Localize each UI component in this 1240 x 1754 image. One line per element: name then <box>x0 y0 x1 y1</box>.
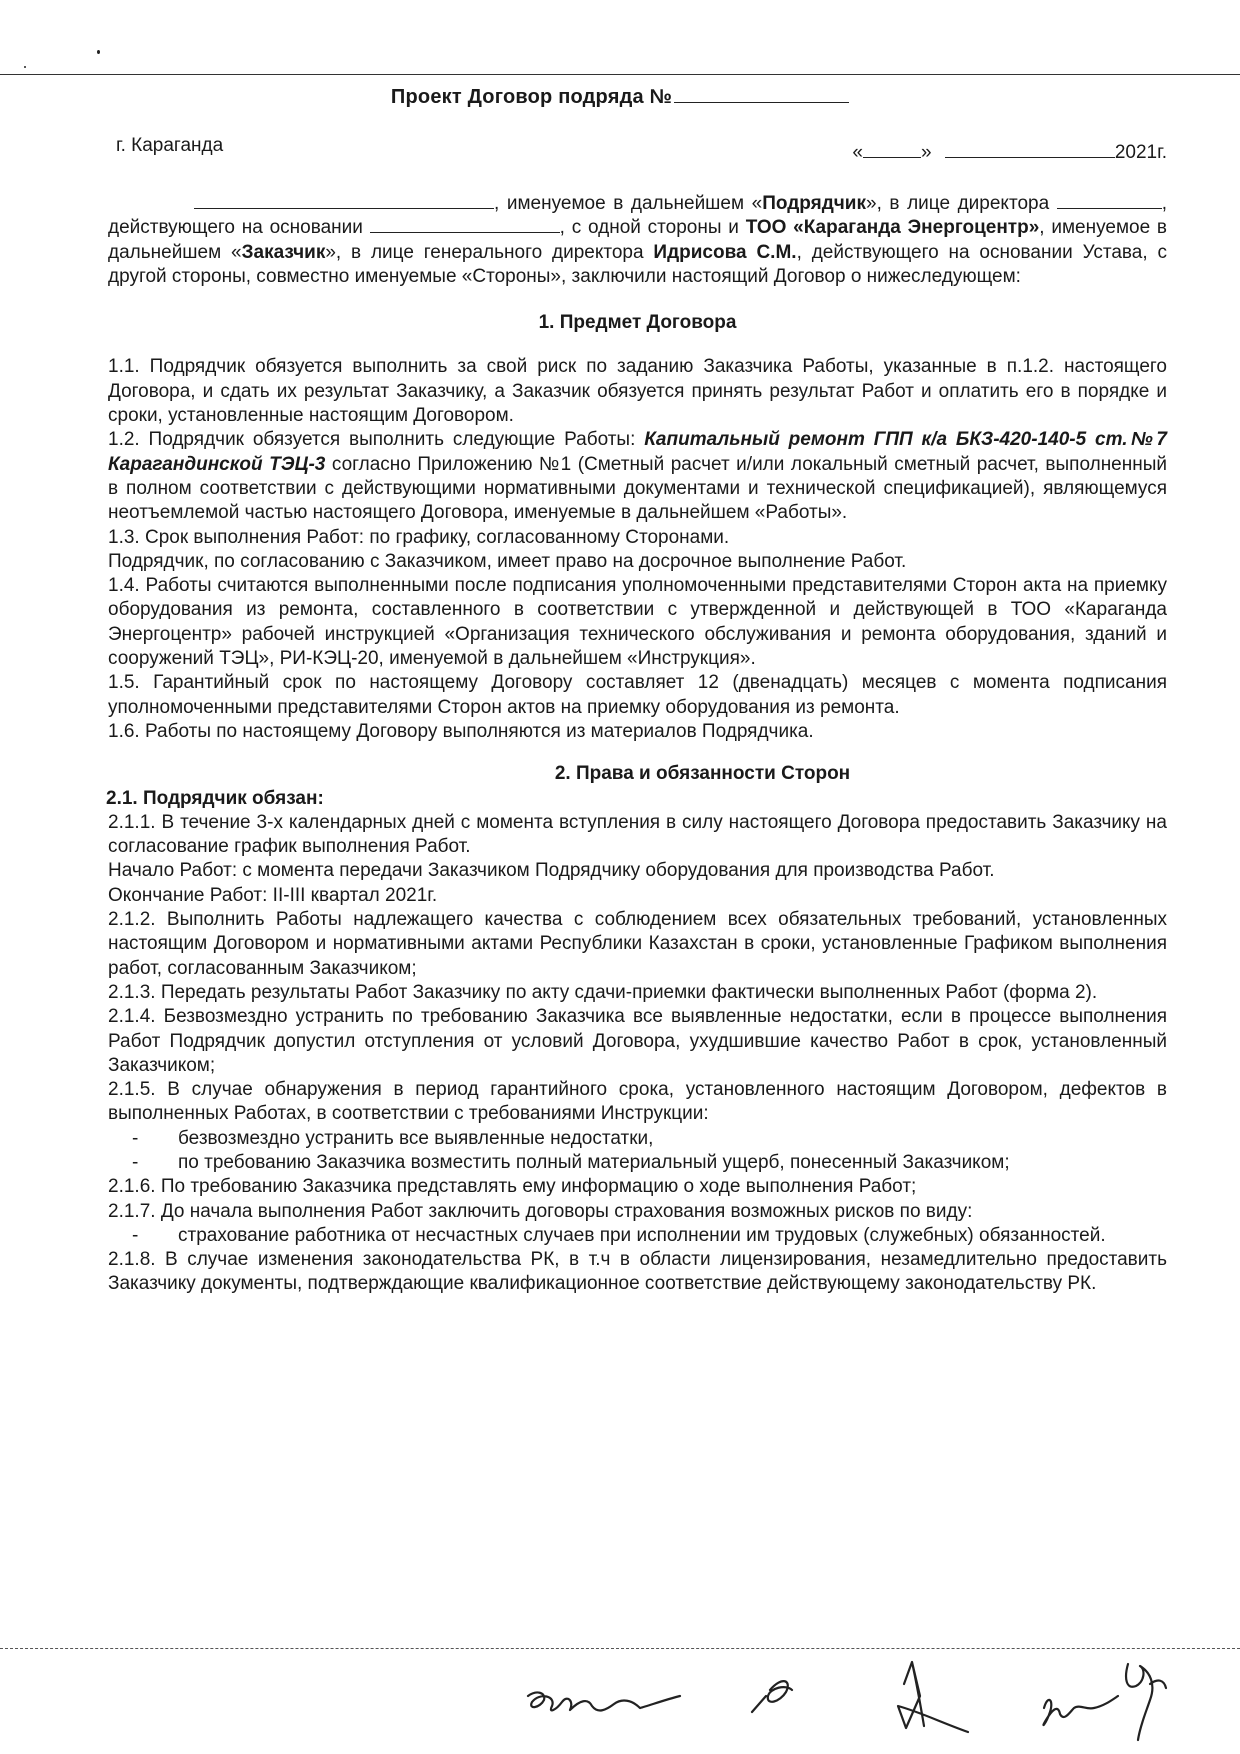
preamble-text: , действующего на основании <box>108 193 1167 239</box>
list-item <box>108 1224 1167 1248</box>
clause-1-3b: Подрядчик, по согласованию с Заказчиком, имеет право на досрочное выполнение Работ. <box>108 550 907 572</box>
dash-marker: - <box>132 1224 139 1246</box>
clause-1-2 <box>108 428 1167 525</box>
signature-1 <box>528 1693 680 1711</box>
title-text: Проект Договор подряда № <box>390 86 673 108</box>
signature-5 <box>1126 1664 1152 1740</box>
initials-signatures <box>0 1650 1240 1754</box>
clause-1-5: 1.5. Гарантийный срок по настоящему Договору составляет 12 (двенадцать) месяцев с момента подписания уполномоченными представителями Сторон актов на приемку оборудования из ремонта. <box>108 672 1167 718</box>
preamble <box>108 192 1167 289</box>
preamble-text: , именуемое в дальнейшем « <box>108 217 1168 263</box>
director-name-blank <box>1057 192 1162 209</box>
list-item <box>108 1127 1167 1151</box>
clause-text: 1.2. Подрядчик обязуется выполнить следующие Работы: <box>108 429 636 451</box>
contract-number-blank <box>674 86 849 103</box>
preamble-text: », в лице генерального директора <box>325 241 644 263</box>
contractor-name-blank <box>194 192 494 209</box>
work-name: Капитальный ремонт ГПП к/а БКЗ-420-140-5 ст.№7 Карагандинской ТЭЦ-3 <box>108 429 1168 475</box>
preamble-text: , именуемое в дальнейшем « <box>494 193 763 214</box>
basis-blank <box>370 216 560 233</box>
clause-2-1-5: 2.1.5. В случае обнаружения в период гарантийного срока, установленного настоящим Договором, дефектов в выполненных Работах, в соответствии с требованиями Инструкции: <box>108 1079 1167 1125</box>
clause-2-1-4: 2.1.4. Безвозмездно устранить по требованию Заказчика все выявленные недостатки, если в процессе выполнения Работ Подрядчик допустил отступления от условий Договора, ухудшившие качество Работ в срок, установленный Заказчиком; <box>108 1006 1167 1076</box>
clause-2-1-7: 2.1.7. До начала выполнения Работ заключить договоры страхования возможных рисков по виду: <box>108 1200 973 1222</box>
signature-3 <box>898 1662 968 1732</box>
signature-2 <box>752 1681 792 1712</box>
clause-1-3: 1.3. Срок выполнения Работ: по графику, согласованному Сторонами. <box>108 526 730 548</box>
contractor-term: Подрядчик <box>762 193 866 214</box>
scan-speck <box>97 50 100 54</box>
section-2-heading: 2. Права и обязанности Сторон <box>554 763 851 785</box>
list-item-text: страхование работника от несчастных случаев при исполнении им трудовых (служебных) обязанностей. <box>178 1224 1106 1246</box>
customer-name: ТОО «Караганда Энергоцентр» <box>745 217 1040 239</box>
date-quote-open: « <box>852 142 863 163</box>
clause-1-4: 1.4. Работы считаются выполненными после подписания уполномоченными представителями Сторон акта на приемку оборудования из ремонта, составленного в соответствии с утвержденной и действующей в ТОО «Караганда Энергоцентр» рабочей инструкцией «Организация технического обслуживания и ремонта оборудования, зданий и сооружений ТЭЦ», РИ-КЭЦ-20, именуемой в дальнейшем «Инструкция». <box>108 575 1167 670</box>
list-item <box>108 1151 1167 1175</box>
day-blank <box>863 141 921 158</box>
customer-term: Заказчик <box>241 241 326 263</box>
clause-text: согласно Приложению №1 (Сметный расчет и/или локальный сметный расчет, выполненный в полном соответствии с действующими нормативными документами и технической спецификацией), являющемуся неотъемлемой частью настоящего Договора, именуемые в дальнейшем «Работы». <box>108 453 1168 524</box>
top-rule <box>0 74 1240 75</box>
clause-2-1-3: 2.1.3. Передать результаты Работ Заказчику по акту сдачи-приемки фактически выполненных Работ (форма 2). <box>108 981 1098 1003</box>
signature-4 <box>1043 1696 1118 1725</box>
footer-rule <box>0 1648 1240 1649</box>
clause-2-1-6: 2.1.6. По требованию Заказчика представлять ему информацию о ходе выполнения Работ; <box>108 1176 917 1198</box>
clause-2-1-2: 2.1.2. Выполнить Работы надлежащего качества с соблюдением всех обязательных требований, установленных настоящим Договором и нормативными актами Республики Казахстан в сроки, установленные Графиком выполнения работ, согласованным Заказчиком; <box>108 909 1167 979</box>
document-title <box>0 86 1240 109</box>
subsection-2-1: 2.1. Подрядчик обязан: <box>106 787 324 809</box>
clause-1-1: 1.1. Подрядчик обязуется выполнить за свой риск по заданию Заказчика Работы, указанные в п.1.2. настоящего Договора, и сдать их результат Заказчику, а Заказчик обязуется принять результат Работ и оплатить его в порядке и сроки, установленные настоящим Договором. <box>108 356 1167 427</box>
contract-date <box>852 141 1167 164</box>
clause-1-6: 1.6. Работы по настоящему Договору выполняются из материалов Подрядчика. <box>108 720 814 742</box>
preamble-text: », в лице директора <box>866 193 1050 214</box>
clause-2-1-1b: Начало Работ: с момента передачи Заказчиком Подрядчику оборудования для производства Работ. <box>108 860 995 882</box>
clause-2-1-8: 2.1.8. В случае изменения законодательства РК, в т.ч в области лицензирования, незамедлительно предоставить Заказчику документы, подтверждающие квалификационное соответствие действующему законодательству РК. <box>108 1249 1167 1295</box>
month-blank <box>945 141 1115 158</box>
preamble-text: , действующего на основании Устава, с другой стороны, совместно именуемые «Стороны», заключили настоящий Договор о нижеследующем: <box>108 241 1167 287</box>
scan-speck <box>24 66 26 68</box>
clause-2-1-1c: Окончание Работ: II-III квартал 2021г. <box>108 884 438 906</box>
dash-marker: - <box>132 1127 139 1149</box>
list-item-text: безвозмездно устранить все выявленные недостатки, <box>178 1127 654 1149</box>
dash-marker: - <box>132 1151 139 1173</box>
city: г. Караганда <box>116 135 224 156</box>
preamble-text: , с одной стороны и <box>559 217 739 239</box>
list-item-text: по требованию Заказчика возместить полный материальный ущерб, понесенный Заказчиком; <box>178 1151 1010 1173</box>
date-year: 2021г. <box>1114 142 1167 163</box>
section-1-heading: 1. Предмет Договора <box>538 312 737 334</box>
date-quote-close: » <box>920 142 932 163</box>
clause-2-1-1: 2.1.1. В течение 3-х календарных дней с момента вступления в силу настоящего Договора предоставить Заказчику на согласование график выполнения Работ. <box>108 811 1167 858</box>
document-body <box>108 192 1167 1297</box>
director-name: Идрисова С.М. <box>653 241 797 263</box>
